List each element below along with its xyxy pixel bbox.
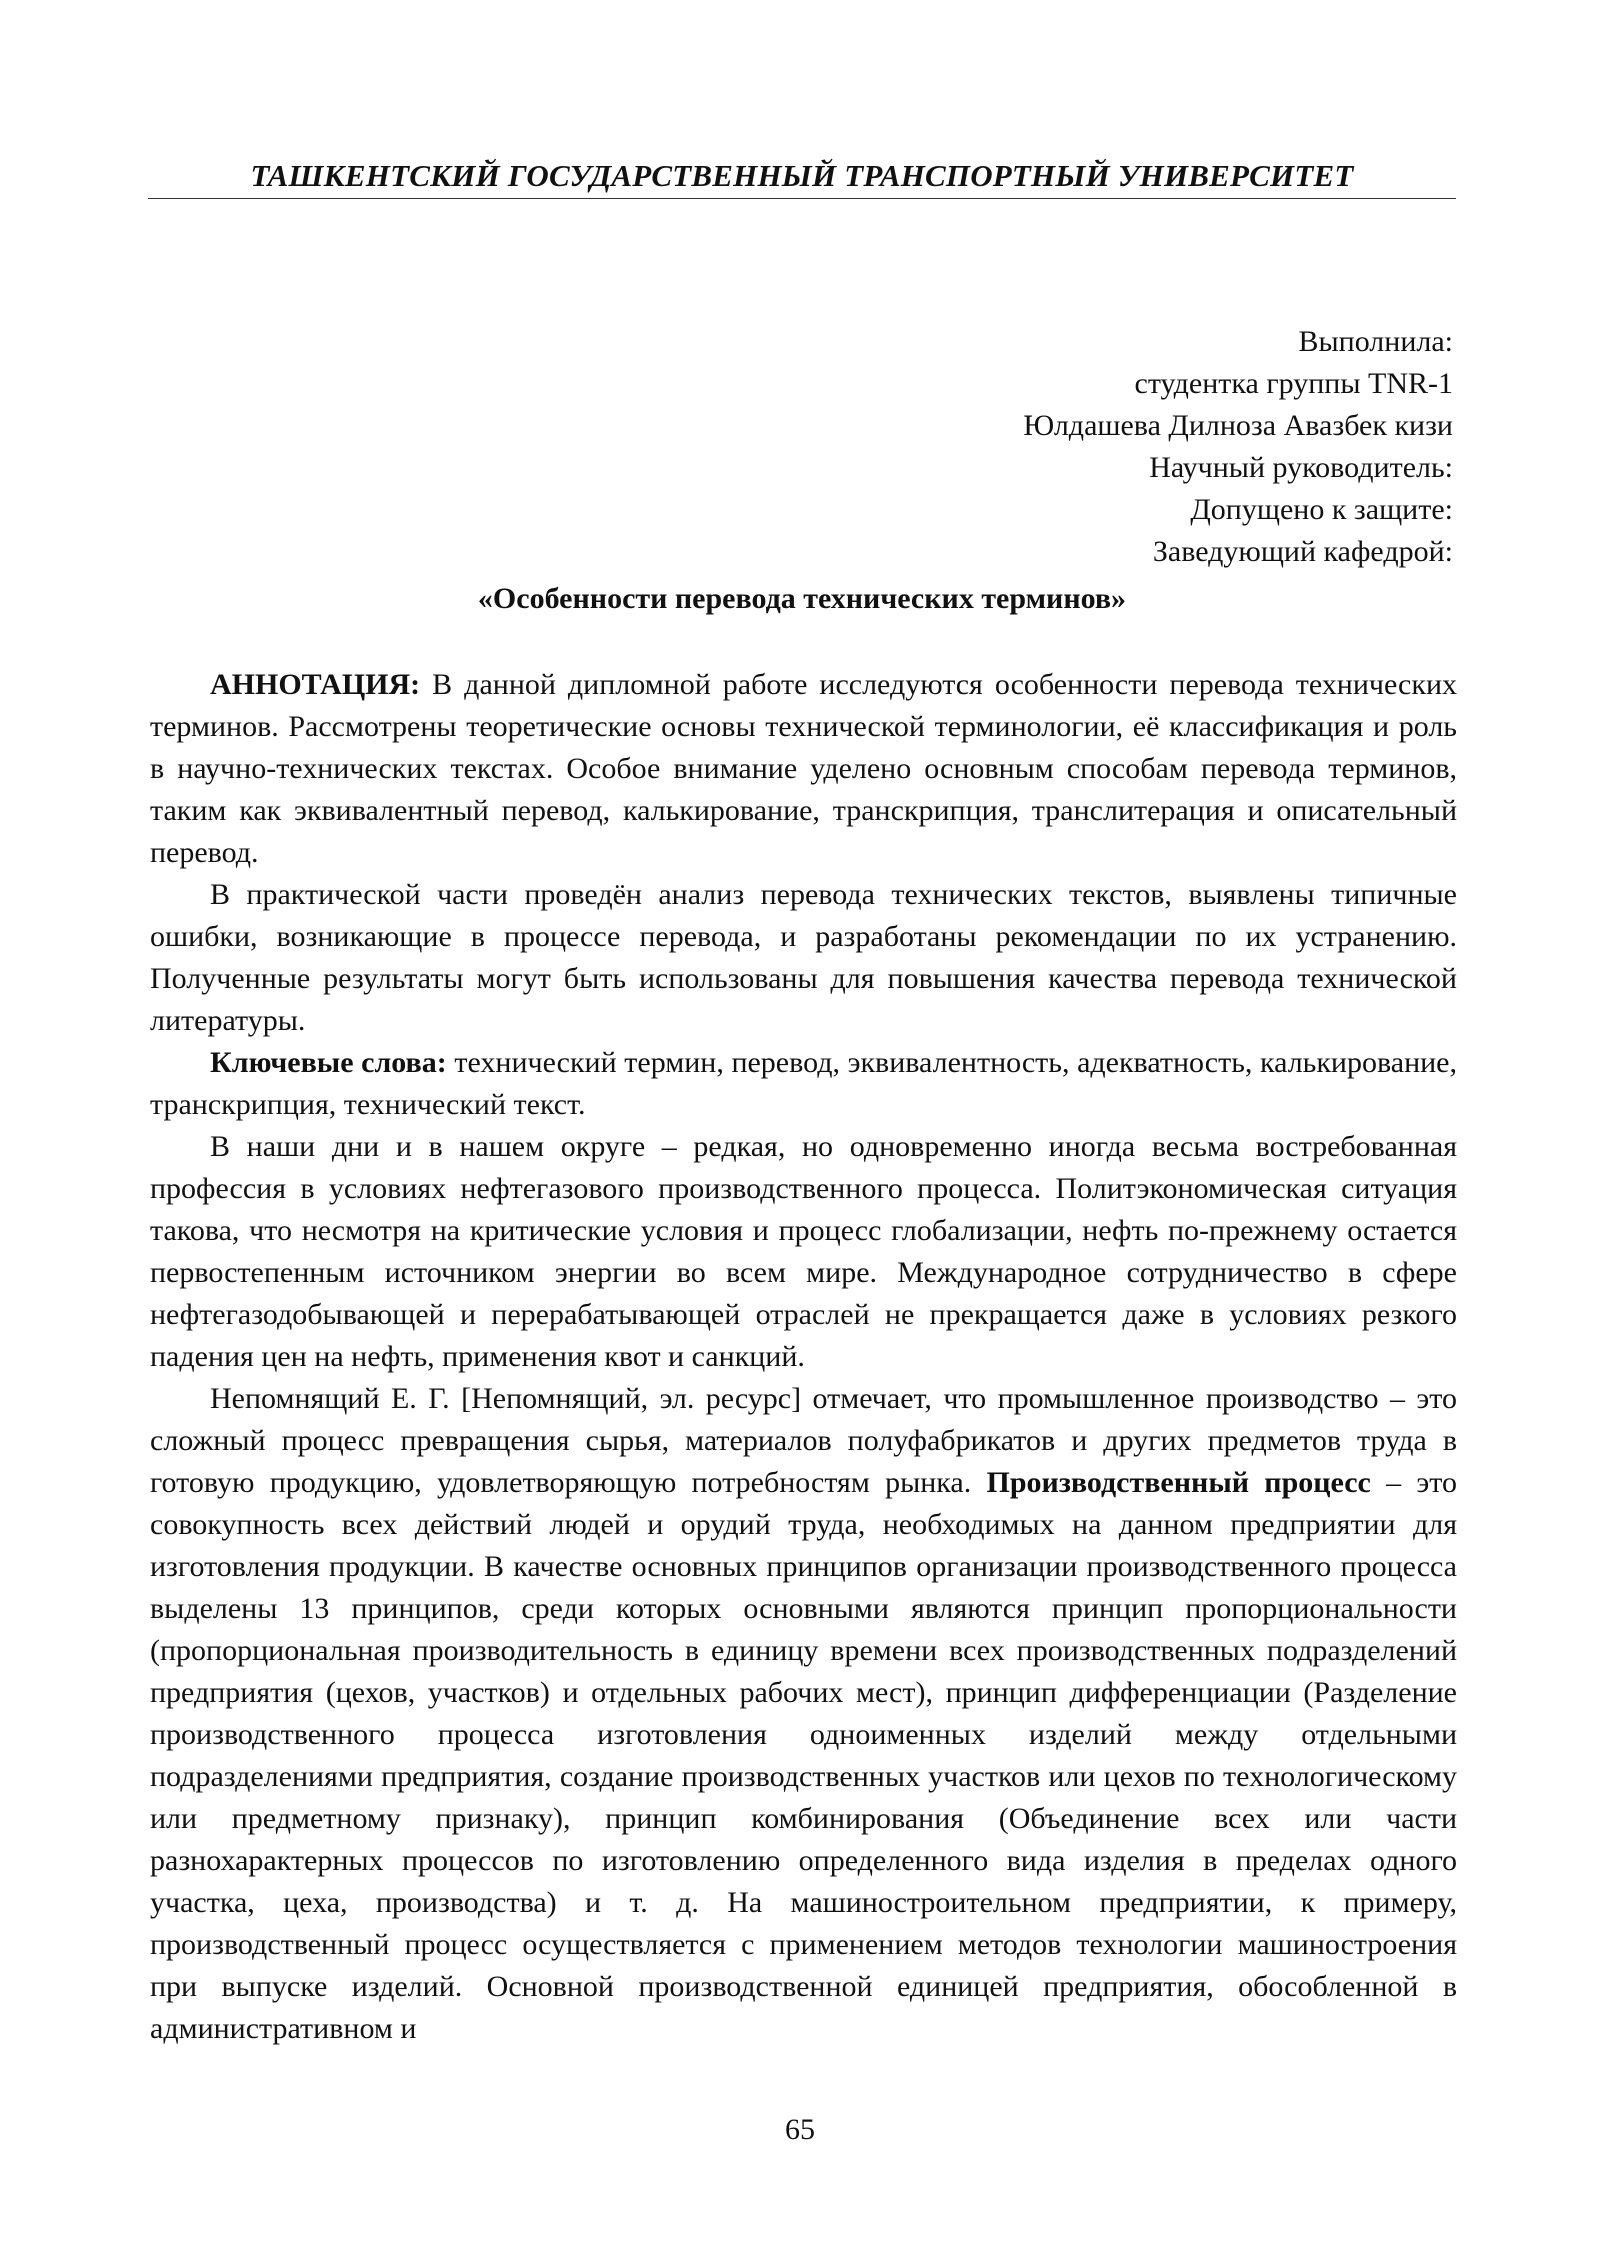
author-line-admitted: Допущено к защите: [1190, 493, 1453, 526]
keywords-paragraph [150, 1042, 1457, 1126]
body-paragraph-1: В наши дни и в нашем округе – редкая, но одновременно иногда весьма востребованная профессия в условиях нефтегазового производственного процесса. Политэкономическая ситуация такова, что несмотря на критические условия и процесс глобализации, нефть по-прежнему остается первостепенным источником энергии во всем мире. Международное сотрудничество в сфере нефтегазодобывающей и перерабатывающей отраслей не прекращается даже в условиях резкого падения цен на нефть, применения квот и санкций. [150, 1130, 1457, 1373]
abstract-label: АННОТАЦИЯ: [210, 668, 421, 701]
body-paragraph-2-start: Непомнящий Е. Г. [Непомнящий, эл. ресурс] отмечает, что промышленное производство – это сложный процесс превращения сырья, материалов полуфабрикатов и других предметов труда в готовую продукцию, удовлетворяющую потребностям рынка. [150, 1382, 1457, 1499]
keywords-text: технический термин, перевод, эквивалентность, адекватность, калькирование, транскрипция, технический текст. [150, 1046, 1457, 1121]
author-line-head-of-department: Заведующий кафедрой: [1152, 535, 1453, 568]
body-paragraph-2 [150, 1378, 1457, 2050]
author-line-completed-by: Выполнила: [1298, 325, 1453, 358]
author-line-name: Юлдашева Дилноза Авазбек кизи [1023, 409, 1453, 442]
abstract-text: В данной дипломной работе исследуются особенности перевода технических терминов. Рассмотрены теоретические основы технической терминологии, её классификация и роль в научно-технических текстах. Особое внимание уделено основным способам перевода терминов, таким как эквивалентный перевод, калькирование, транскрипция, транслитерация и описательный перевод. [150, 668, 1457, 869]
body-paragraph-2-rest: – это совокупность всех действий людей и орудий труда, необходимых на данном предприятии для изготовления продукции. В качестве основных принципов организации производственного процесса выделены 13 принципов, среди которых основными являются принцип пропорциональности (пропорциональная производительность в единицу времени всех производственных подразделений предприятия (цехов, участков) и отдельных рабочих мест), принцип дифференциации (Разделение производственного процесса изготовления одноименных изделий между отдельными подразделениями предприятия, создание производственных участков или цехов по технологическому или предметному признаку), принцип комбинирования (Объединение всех или части разнохарактерных процессов по изготовлению определенного вида изделия в пределах одного участка, цеха, производства) и т. д. На машиностроительном предприятии, к примеру, производственный процесс осуществляется с применением методов технологии машиностроения при выпуске изделий. Основной производственной единицей предприятия, обособленной в административном и [150, 1466, 1457, 2045]
body-text [150, 664, 1457, 2050]
abstract-paragraph [150, 664, 1457, 874]
abstract-paragraph-2: В практической части проведён анализ перевода технических текстов, выявлены типичные ошибки, возникающие в процессе перевода, и разработаны рекомендации по их устранению. Полученные результаты могут быть использованы для повышения качества перевода технической литературы. [150, 878, 1457, 1037]
keywords-label: Ключевые слова: [210, 1046, 447, 1079]
article-title: «Особенности перевода технических терминов» [477, 582, 1127, 615]
author-block [1023, 321, 1453, 573]
term-production-process: Производственный процесс [986, 1466, 1371, 1499]
author-line-group: студентка группы TNR-1 [1134, 367, 1453, 400]
author-line-supervisor: Научный руководитель: [1149, 451, 1453, 484]
page-number: 65 [785, 2113, 815, 2146]
running-header: ТАШКЕНТСКИЙ ГОСУДАРСТВЕННЫЙ ТРАНСПОРТНЫЙ УНИВЕРСИТЕТ [148, 156, 1456, 199]
